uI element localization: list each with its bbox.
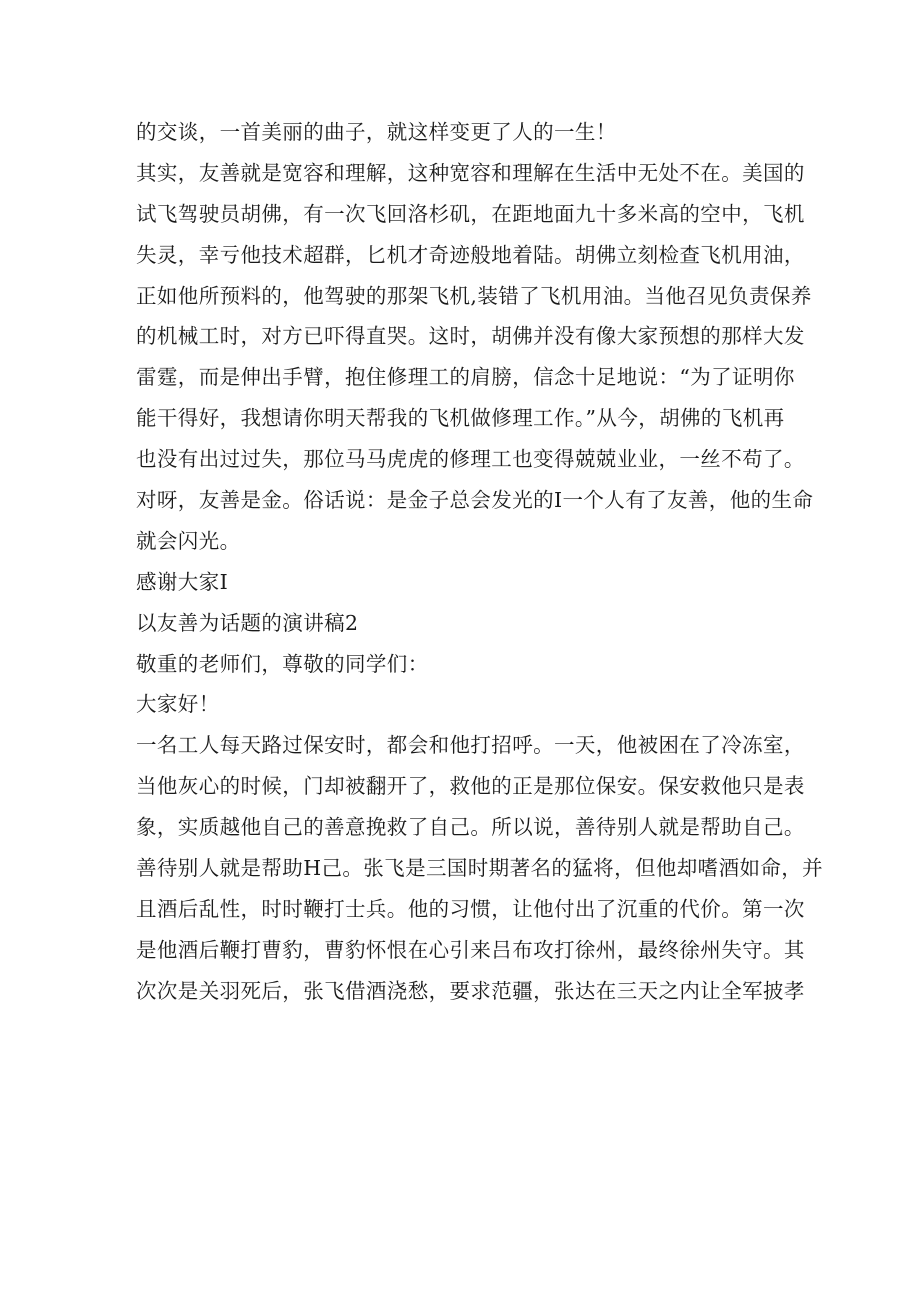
text-line: 的机械工时，对方已吓得直哭。这时，胡佛并没有像大家预想的那样大发 xyxy=(136,324,805,349)
text-line: 失灵，幸亏他技术超群，匕机才奇迹般地着陆。胡佛立刻检查飞机用油， xyxy=(136,242,805,267)
text-line: 当他灰心的时候，门却被翻开了，救他的正是那位保安。保安救他只是表 xyxy=(136,774,805,799)
greeting: 大家好！ xyxy=(136,692,220,717)
speech-title: 以友善为话题的演讲稿2 xyxy=(136,610,359,635)
text-line: 对呀，友善是金。俗话说：是金子总会发光的I一个人有了友善，他的生命 xyxy=(136,488,814,513)
closing-line: 感谢大家I xyxy=(136,569,229,594)
text-line: 是他酒后鞭打曹豹，曹豹怀恨在心引来吕布攻打徐州，最终徐州失守。其 xyxy=(136,937,805,962)
text-line: 善待别人就是帮助H己。张飞是三国时期著名的猛将，但他却嗜酒如命，并 xyxy=(136,856,824,881)
text-line: 次次是关羽死后，张飞借酒浇愁，要求范疆，张达在三天之内让全军披孝 xyxy=(136,978,805,1003)
salutation: 敬重的老师们，尊敬的同学们： xyxy=(136,651,429,676)
text-line: 就会闪光。 xyxy=(136,528,241,553)
text-line: 且酒后乱性，时时鞭打士兵。他的习惯，让他付出了沉重的代价。第一次 xyxy=(136,896,805,921)
document-body xyxy=(136,112,824,1012)
text-line: 也没有出过过失，那位马马虎虎的修理工也变得兢兢业业，一丝不苟了。 xyxy=(136,447,805,472)
text-line: 象，实质越他自己的善意挽救了自己。所以说，善待别人就是帮助自己。 xyxy=(136,815,805,840)
text-line: 一名工人每天路过保安时，都会和他打招呼。一天，他被困在了冷冻室， xyxy=(136,733,805,758)
text-line: 能干得好，我想请你明天帮我的飞机做修理工作。”从今，胡佛的飞机再 xyxy=(136,406,785,431)
text-line: 雷霆，而是伸出手臂，抱住修理工的肩膀，信念十足地说：“为了证明你 xyxy=(136,365,795,390)
text-line: 试飞驾驶员胡佛，有一次飞回洛杉矶，在距地面九十多米高的空中，飞机 xyxy=(136,201,805,226)
text-line: 其实，友善就是宽容和理解，这种宽容和理解在生活中无处不在。美国的 xyxy=(136,160,805,185)
text-line: 正如他所预料的，他驾驶的那架飞机,装错了飞机用油。当他召见负责保养 xyxy=(136,283,812,308)
text-line: 的交谈，一首美丽的曲子，就这样变更了人的一生！ xyxy=(136,120,617,144)
